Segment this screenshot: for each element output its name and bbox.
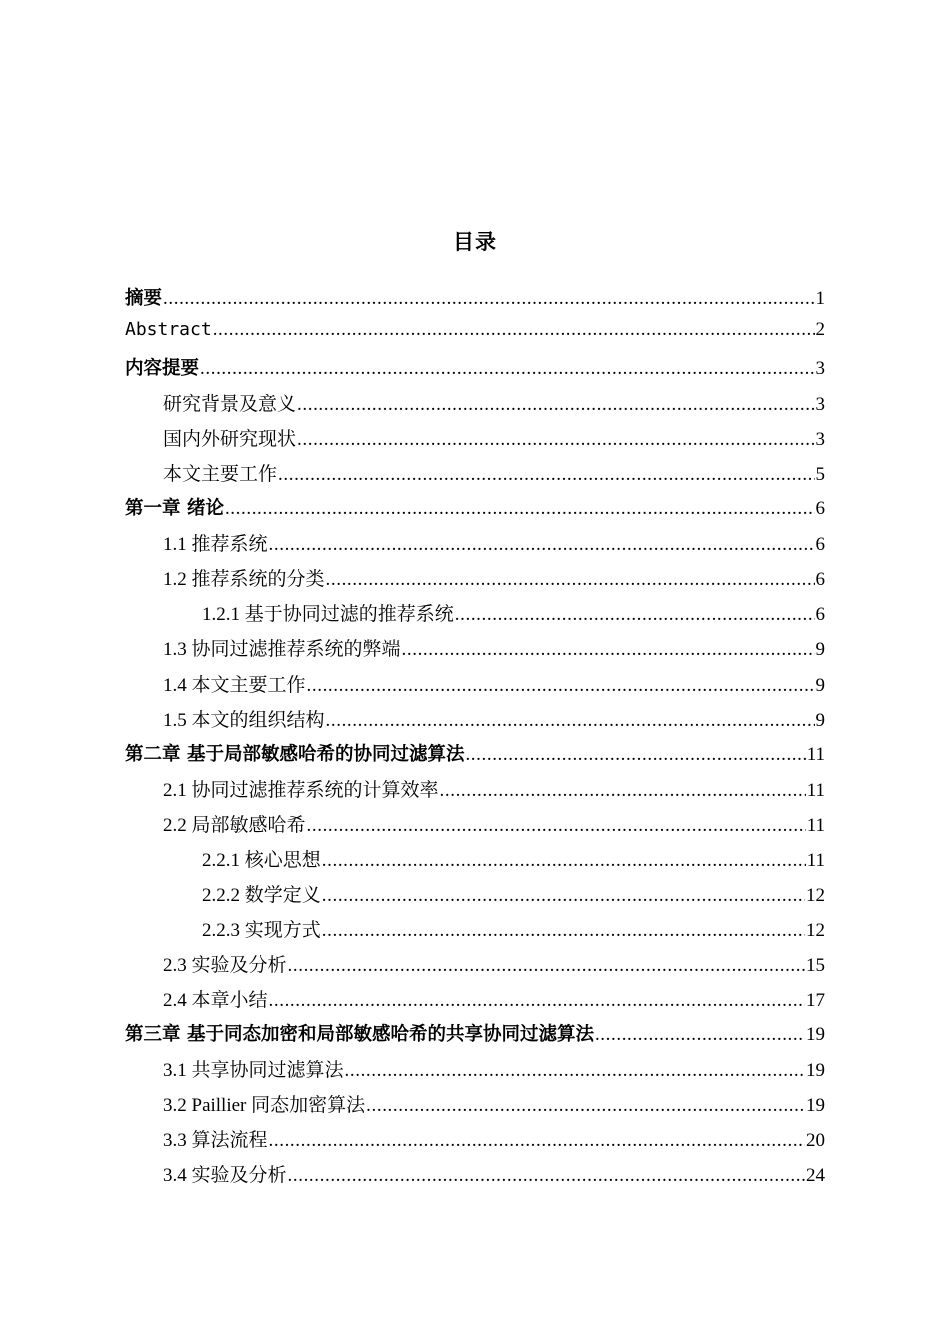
toc-entry-page: 3 xyxy=(815,429,825,451)
toc-entry[interactable] xyxy=(125,806,825,841)
toc-dot-leader xyxy=(322,920,805,942)
toc-entry[interactable] xyxy=(125,771,825,806)
toc-dot-leader xyxy=(322,850,806,872)
toc-entry-page: 9 xyxy=(815,674,825,696)
toc-entry-page: 19 xyxy=(806,1095,825,1117)
toc-entry[interactable] xyxy=(125,1051,825,1086)
toc-entry-label: 1.4 本文主要工作 xyxy=(163,674,306,696)
toc-entry-page: 24 xyxy=(806,1165,825,1187)
toc-entry-page: 3 xyxy=(815,358,825,380)
toc-title: 目录 xyxy=(453,230,497,254)
toc-entry[interactable] xyxy=(125,490,825,525)
toc-dot-leader xyxy=(307,815,806,837)
toc-entry[interactable] xyxy=(125,1016,825,1051)
toc-entry-label: 本文主要工作 xyxy=(163,464,278,486)
toc-entry-page: 9 xyxy=(815,639,825,661)
toc-entry-label: 3.2 Paillier 同态加密算法 xyxy=(163,1095,366,1117)
toc-entry[interactable] xyxy=(125,1086,825,1121)
toc-entry-page: 20 xyxy=(806,1130,825,1152)
toc-entry[interactable] xyxy=(125,595,825,630)
toc-entry-page: 6 xyxy=(815,534,825,556)
toc-dot-leader xyxy=(297,394,814,416)
toc-dot-leader xyxy=(269,1130,805,1152)
toc-dot-leader xyxy=(163,288,814,310)
toc-dot-leader xyxy=(288,955,805,977)
toc-entry-page: 11 xyxy=(806,779,825,801)
toc-dot-leader xyxy=(269,534,815,556)
toc-entry-page: 19 xyxy=(806,1023,825,1045)
toc-entry[interactable] xyxy=(125,701,825,736)
toc-entry-page: 6 xyxy=(815,569,825,591)
toc-entry-label: Abstract xyxy=(125,319,212,341)
toc-entry-page: 11 xyxy=(806,814,825,836)
toc-entry-page: 11 xyxy=(806,849,825,871)
toc-entry[interactable] xyxy=(125,420,825,455)
toc-entry-label: 1.5 本文的组织结构 xyxy=(163,709,325,731)
toc-entry[interactable] xyxy=(125,1121,825,1156)
toc-dot-leader xyxy=(595,1024,805,1046)
toc-dot-leader xyxy=(465,744,805,766)
toc-entry[interactable] xyxy=(125,455,825,490)
toc-dot-leader xyxy=(402,639,815,661)
toc-dot-leader xyxy=(278,464,814,486)
toc-entry[interactable] xyxy=(125,1156,825,1191)
toc-entry-label: 第二章 基于局部敏感哈希的协同过滤算法 xyxy=(125,743,465,765)
toc-entry[interactable] xyxy=(125,385,825,420)
toc-entry[interactable] xyxy=(125,280,825,315)
toc-entry-page: 1 xyxy=(815,288,825,309)
toc-entry-label: 2.2.2 数学定义 xyxy=(202,884,321,906)
toc-dot-leader xyxy=(200,358,814,380)
toc-dot-leader xyxy=(213,319,815,341)
toc-entry-label: 3.3 算法流程 xyxy=(163,1130,268,1152)
toc-entry[interactable] xyxy=(125,630,825,665)
toc-entry-label: 3.4 实验及分析 xyxy=(163,1165,287,1187)
toc-dot-leader xyxy=(322,885,805,907)
toc-entry-page: 15 xyxy=(806,954,825,976)
toc-entry-label: 研究背景及意义 xyxy=(163,394,297,416)
toc-dot-leader xyxy=(225,498,815,520)
toc-entry-label: 1.2.1 基于协同过滤的推荐系统 xyxy=(202,604,454,626)
toc-entry-label: 2.1 协同过滤推荐系统的计算效率 xyxy=(163,779,439,801)
toc-dot-leader xyxy=(269,990,805,1012)
toc-dot-leader xyxy=(297,429,814,451)
toc-entry-label: 2.2.3 实现方式 xyxy=(202,919,321,941)
toc-dot-leader xyxy=(326,710,815,732)
toc-list xyxy=(125,280,825,1191)
toc-entry[interactable] xyxy=(125,315,825,350)
toc-dot-leader xyxy=(440,780,806,802)
toc-entry-label: 第一章 绪论 xyxy=(125,498,224,520)
toc-entry-page: 9 xyxy=(815,709,825,731)
toc-entry-label: 2.3 实验及分析 xyxy=(163,954,287,976)
toc-entry-label: 2.4 本章小结 xyxy=(163,989,268,1011)
toc-entry-label: 3.1 共享协同过滤算法 xyxy=(163,1060,344,1082)
toc-entry[interactable] xyxy=(125,736,825,771)
toc-entry[interactable] xyxy=(125,841,825,876)
toc-entry-page: 2 xyxy=(815,319,825,341)
toc-entry-label: 1.1 推荐系统 xyxy=(163,534,268,556)
toc-entry-page: 6 xyxy=(815,498,825,520)
toc-dot-leader xyxy=(366,1095,805,1117)
toc-dot-leader xyxy=(455,604,815,626)
toc-entry-page: 12 xyxy=(806,919,825,941)
toc-entry-page: 3 xyxy=(815,394,825,416)
toc-entry[interactable] xyxy=(125,911,825,946)
toc-entry[interactable] xyxy=(125,350,825,385)
toc-entry-label: 1.3 协同过滤推荐系统的弊端 xyxy=(163,639,401,661)
toc-entry-label: 1.2 推荐系统的分类 xyxy=(163,569,325,591)
toc-entry-page: 6 xyxy=(815,604,825,626)
toc-entry-page: 19 xyxy=(806,1060,825,1082)
toc-entry[interactable] xyxy=(125,876,825,911)
toc-dot-leader xyxy=(345,1060,805,1082)
toc-dot-leader xyxy=(288,1165,805,1187)
toc-entry-page: 17 xyxy=(806,989,825,1011)
toc-entry-label: 2.2.1 核心思想 xyxy=(202,849,321,871)
toc-entry[interactable] xyxy=(125,525,825,560)
toc-entry-page: 5 xyxy=(815,464,825,486)
toc-entry-label: 2.2 局部敏感哈希 xyxy=(163,814,306,836)
toc-entry-label: 摘要 xyxy=(125,288,163,309)
toc-entry[interactable] xyxy=(125,981,825,1016)
toc-entry[interactable] xyxy=(125,666,825,701)
toc-entry-label: 第三章 基于同态加密和局部敏感哈希的共享协同过滤算法 xyxy=(125,1023,594,1045)
toc-entry-label: 内容提要 xyxy=(125,358,200,380)
toc-entry-page: 11 xyxy=(806,743,825,765)
toc-dot-leader xyxy=(307,675,815,697)
toc-entry-page: 12 xyxy=(806,884,825,906)
toc-entry-label: 国内外研究现状 xyxy=(163,429,297,451)
toc-dot-leader xyxy=(326,569,815,591)
toc-entry[interactable] xyxy=(125,560,825,595)
toc-entry[interactable] xyxy=(125,946,825,981)
